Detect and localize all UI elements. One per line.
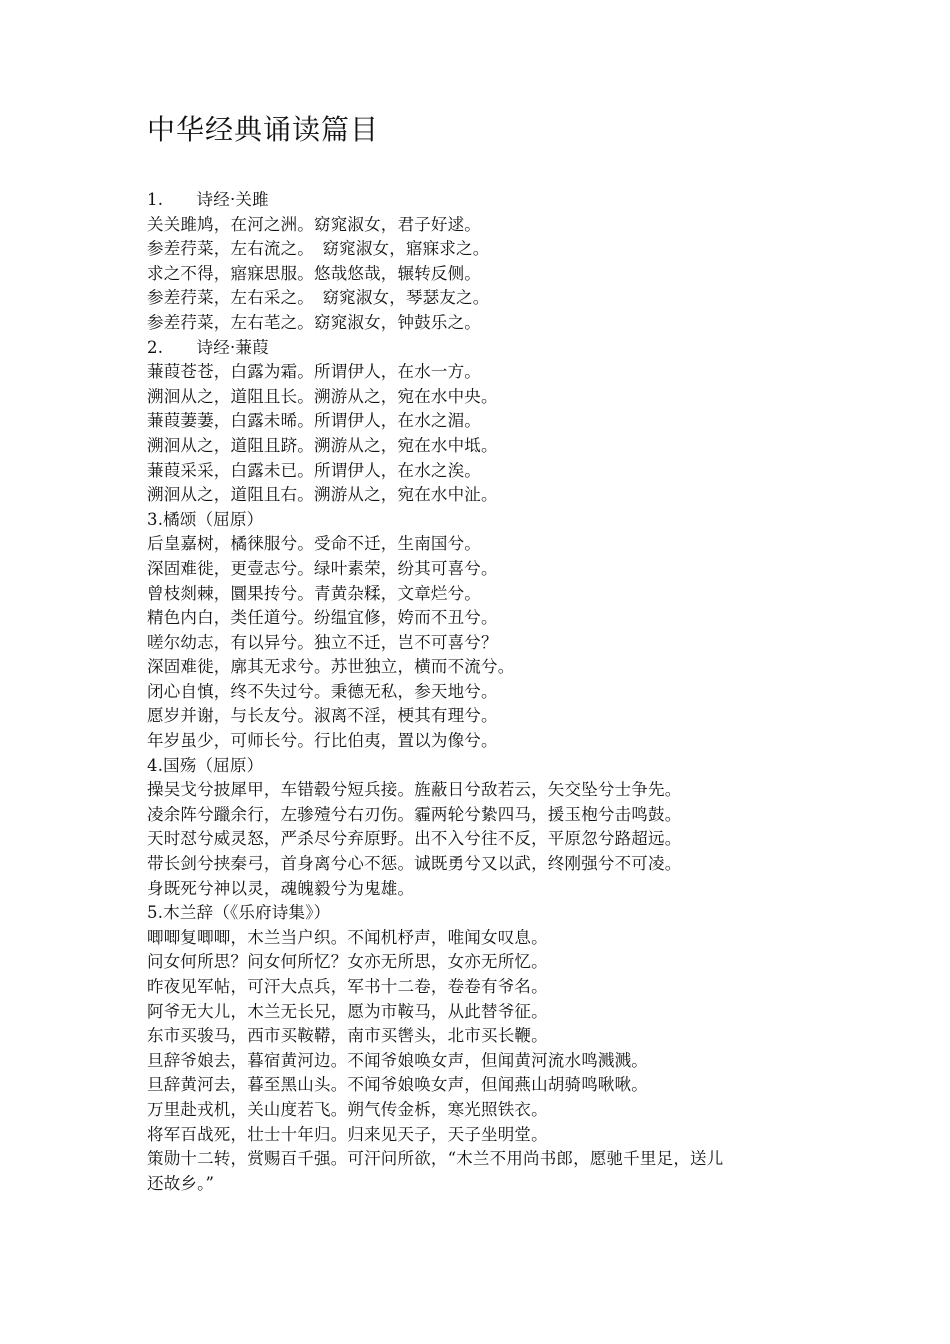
verse-line: 凌余阵兮躐余行，左骖殪兮右刃伤。霾两轮兮絷四马，援玉枹兮击鸣鼓。	[147, 804, 682, 824]
verse-line: 东市买骏马，西市买鞍鞯，南市买辔头，北市买长鞭。	[147, 1026, 548, 1046]
verse-line: 蒹葭苍苍，白露为霜。所谓伊人，在水一方。	[147, 362, 481, 382]
section-heading: 4.国殇（屈原）	[147, 755, 264, 775]
verse-line: 问女何所思？问女何所忆？女亦无所思，女亦无所忆。	[147, 952, 548, 972]
section-heading: 5.木兰辞（《乐府诗集》）	[147, 903, 331, 923]
section-heading: 3.橘颂（屈原）	[147, 509, 264, 529]
document-body	[147, 188, 827, 1196]
verse-line: 蒹葭采采，白露未已。所谓伊人，在水之涘。	[147, 460, 481, 480]
verse-line: 策勋十二转，赏赐百千强。可汗问所欲，“木兰不用尚书郎，愿驰千里足，送儿	[147, 1149, 724, 1169]
verse-line: 溯洄从之，道阻且右。溯游从之，宛在水中沚。	[147, 485, 498, 505]
verse-line: 蒹葭萋萋，白露未晞。所谓伊人，在水之湄。	[147, 411, 481, 431]
verse-line: 带长剑兮挟秦弓，首身离兮心不惩。诚既勇兮又以武，终刚强兮不可凌。	[147, 854, 682, 874]
verse-line: 参差荇菜，左右芼之。窈窕淑女，钟鼓乐之。	[147, 312, 481, 332]
verse-line: 嗟尔幼志，有以异兮。独立不迁，岂不可喜兮？	[147, 632, 498, 652]
verse-line: 溯洄从之，道阻且跻。溯游从之，宛在水中坻。	[147, 435, 498, 455]
verse-line: 精色内白，类任道兮。纷缊宜修，姱而不丑兮。	[147, 608, 498, 628]
verse-line: 求之不得，寤寐思服。悠哉悠哉，辗转反侧。	[147, 263, 481, 283]
verse-line: 昨夜见军帖，可汗大点兵，军书十二卷，卷卷有爷名。	[147, 977, 548, 996]
verse-line: 参差荇菜，左右采之。 窈窕淑女，琴瑟友之。	[147, 288, 490, 308]
section-heading: 1. 诗经·关雎	[147, 190, 269, 209]
verse-line: 深固难徙，廓其无求兮。苏世独立，横而不流兮。	[147, 657, 515, 677]
verse-line: 后皇嘉树，橘徕服兮。受命不迁，生南国兮。	[147, 534, 481, 554]
verse-line: 深固难徙，更壹志兮。绿叶素荣，纷其可喜兮。	[147, 558, 498, 578]
verse-line: 关关雎鸠，在河之洲。窈窕淑女，君子好逑。	[147, 214, 481, 234]
verse-line: 将军百战死，壮士十年归。归来见天子，天子坐明堂。	[147, 1124, 548, 1144]
verse-line: 万里赴戎机，关山度若飞。朔气传金柝，寒光照铁衣。	[147, 1099, 548, 1119]
verse-line: 阿爷无大儿，木兰无长兄，愿为市鞍马，从此替爷征。	[147, 1001, 548, 1021]
verse-line: 愿岁并谢，与长友兮。淑离不淫，梗其有理兮。	[147, 706, 498, 726]
verse-line: 年岁虽少，可师长兮。行比伯夷，置以为像兮。	[147, 731, 498, 751]
section-heading: 2. 诗经·蒹葭	[147, 337, 269, 357]
verse-line: 参差荇菜，左右流之。 窈窕淑女，寤寐求之。	[147, 239, 490, 259]
verse-line: 闭心自慎，终不失过兮。秉德无私，参天地兮。	[147, 681, 498, 701]
verse-line: 操吴戈兮披犀甲，车错毂兮短兵接。旌蔽日兮敌若云，矢交坠兮士争先。	[147, 780, 682, 800]
verse-line: 还故乡。”	[147, 1173, 215, 1193]
verse-line: 身既死兮神以灵，魂魄毅兮为鬼雄。	[147, 878, 415, 898]
verse-line: 旦辞黄河去，暮至黑山头。不闻爷娘唤女声，但闻燕山胡骑鸣啾啾。	[147, 1075, 648, 1095]
page-title: 中华经典诵读篇目	[147, 113, 380, 146]
verse-line: 曾枝剡棘，圜果抟兮。青黄杂糅，文章烂兮。	[147, 583, 481, 603]
verse-line: 溯洄从之，道阻且长。溯游从之，宛在水中央。	[147, 386, 498, 406]
verse-line: 天时怼兮威灵怒，严杀尽兮弃原野。出不入兮往不反，平原忽兮路超远。	[147, 829, 682, 849]
verse-line: 旦辞爷娘去，暮宿黄河边。不闻爷娘唤女声，但闻黄河流水鸣溅溅。	[147, 1050, 648, 1070]
verse-line: 唧唧复唧唧，木兰当户织。不闻机杼声，唯闻女叹息。	[147, 927, 548, 947]
